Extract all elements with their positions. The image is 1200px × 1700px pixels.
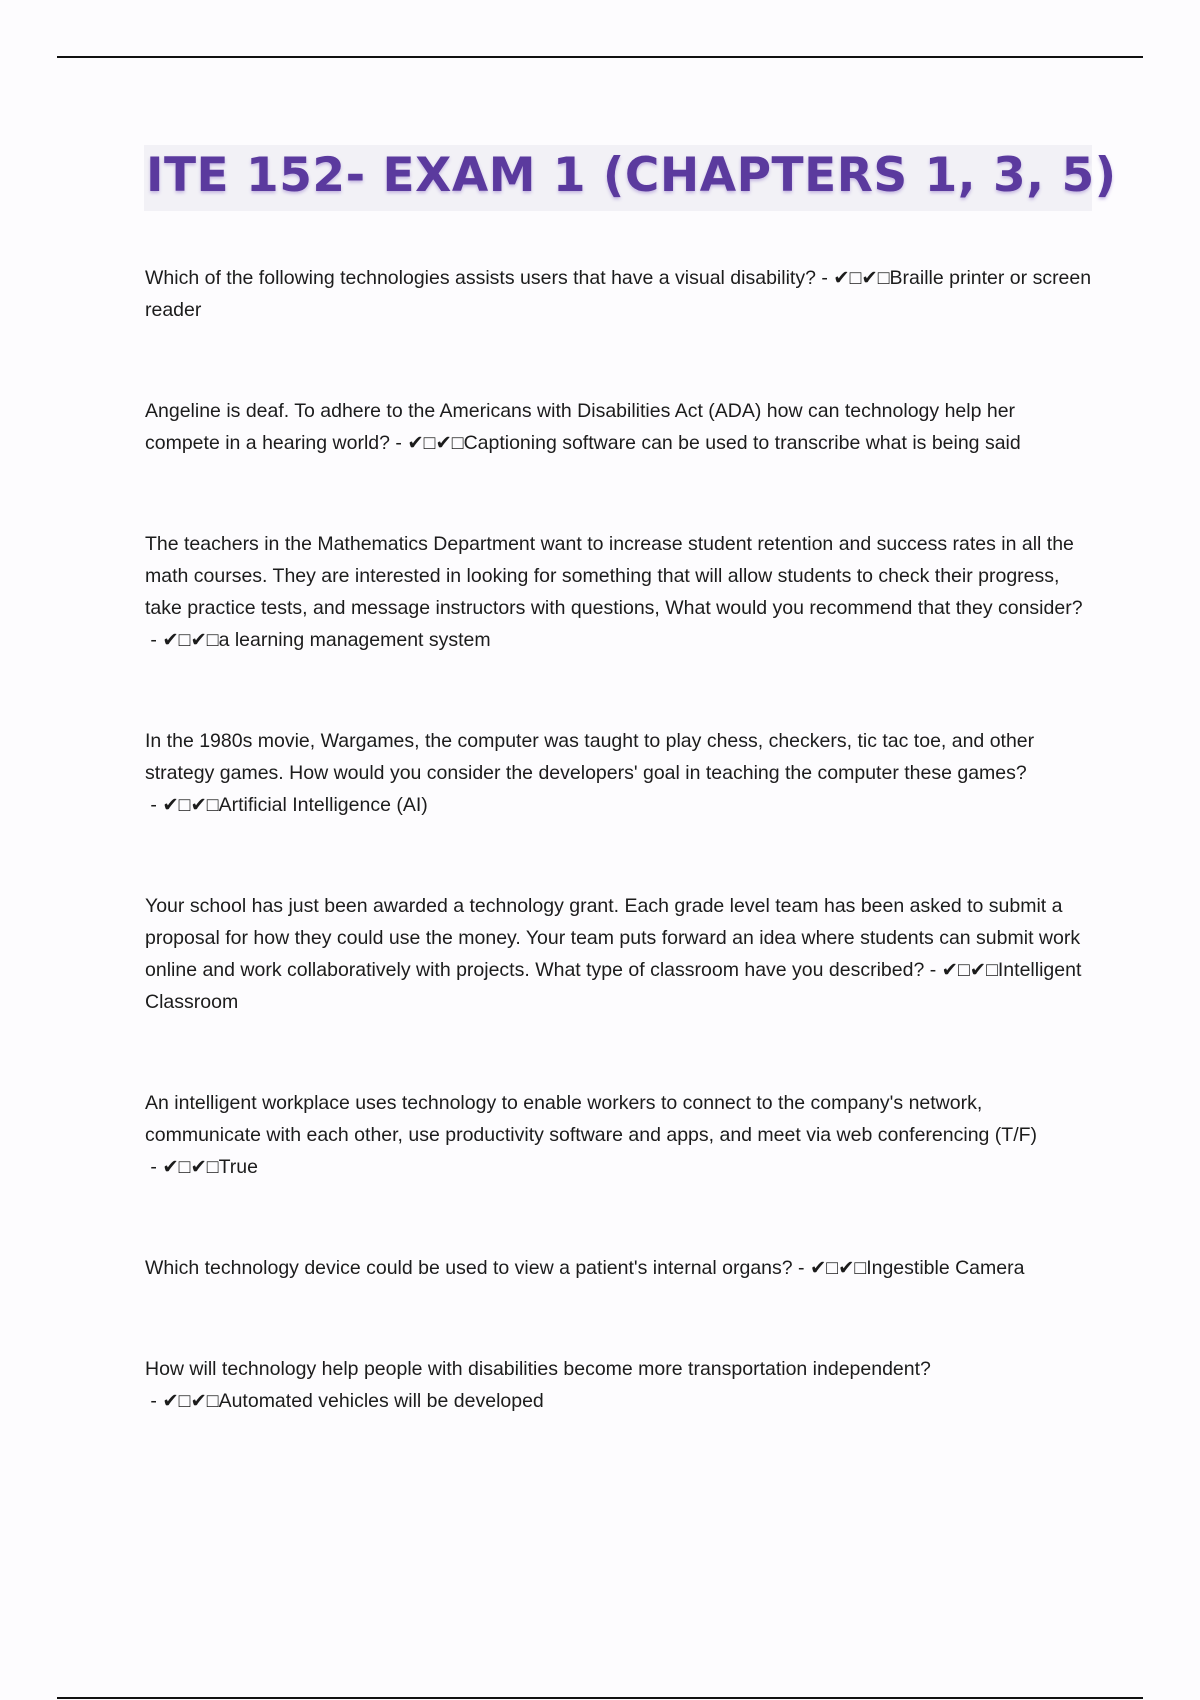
question-text: In the 1980s movie, Wargames, the computer was taught to play chess, checkers, tic tac toe, and other strategy games. How would you consider the developers' goal in teaching the computer these games?	[145, 730, 1035, 784]
document-title: ITE 152- EXAM 1 (CHAPTERS 1, 3, 5)	[146, 148, 1117, 203]
answer-text: Artificial Intelligence (AI)	[218, 794, 428, 816]
question-text: Angeline is deaf. To adhere to the Americans with Disabilities Act (ADA) how can technology help her compete in a hearing world?	[145, 400, 1016, 454]
bottom-rule	[57, 1697, 1143, 1699]
qa-item	[145, 262, 1095, 326]
checkmark-icon: ✔□✔□	[941, 959, 998, 981]
answer-separator: -	[792, 1257, 810, 1279]
checkmark-icon: ✔□✔□	[162, 794, 219, 816]
answer-text: Ingestible Camera	[866, 1257, 1025, 1279]
qa-item	[145, 725, 1095, 821]
answer-text: a learning management system	[218, 629, 491, 651]
answer-separator: -	[145, 1390, 163, 1412]
question-text: The teachers in the Mathematics Department want to increase student retention and success rates in all the math courses. They are interested in looking for something that will allow students to check their progress, take practice tests, and message instructors with questions, What would you recommend that they consider?	[145, 533, 1083, 619]
qa-item	[145, 890, 1095, 1018]
answer-separator: -	[145, 629, 163, 651]
qa-item	[145, 1353, 1095, 1417]
checkmark-icon: ✔□✔□	[162, 1390, 219, 1412]
question-text: How will technology help people with disabilities become more transportation independent?	[145, 1358, 931, 1380]
answer-separator: -	[145, 794, 163, 816]
qa-item	[145, 1252, 1095, 1284]
checkmark-icon: ✔□✔□	[809, 1257, 867, 1279]
answer-separator: -	[145, 1156, 163, 1178]
answer-separator: -	[924, 959, 942, 981]
answer-text: Braille printer or screen reader	[145, 267, 1092, 321]
checkmark-icon: ✔□✔□	[162, 629, 219, 651]
qa-item	[145, 1087, 1095, 1183]
answer-text: Automated vehicles will be developed	[218, 1390, 544, 1412]
qa-item	[145, 528, 1095, 656]
qa-item	[145, 395, 1095, 459]
answer-separator: -	[815, 267, 834, 289]
checkmark-icon: ✔□✔□	[833, 267, 890, 289]
question-text: An intelligent workplace uses technology to enable workers to connect to the company's network, communicate with each other, use productivity software and apps, and meet via web conferencing (T/F)	[145, 1092, 1038, 1146]
answer-separator: -	[389, 432, 408, 454]
answer-text: Intelligent Classroom	[145, 959, 1082, 1013]
checkmark-icon: ✔□✔□	[162, 1156, 219, 1178]
question-text: Which of the following technologies assists users that have a visual disability?	[145, 267, 816, 289]
answer-text: Captioning software can be used to transcribe what is being said	[463, 432, 1021, 454]
answer-text: True	[218, 1156, 258, 1178]
question-answer-list	[145, 262, 1095, 1417]
top-rule	[57, 56, 1143, 58]
question-text: Which technology device could be used to view a patient's internal organs?	[145, 1257, 793, 1279]
checkmark-icon: ✔□✔□	[407, 432, 464, 454]
question-text: Your school has just been awarded a technology grant. Each grade level team has been asked to submit a proposal for how they could use the money. Your team puts forward an idea where students can submit work online and work collaboratively with projects. What type of classroom have you described?	[145, 895, 1081, 981]
